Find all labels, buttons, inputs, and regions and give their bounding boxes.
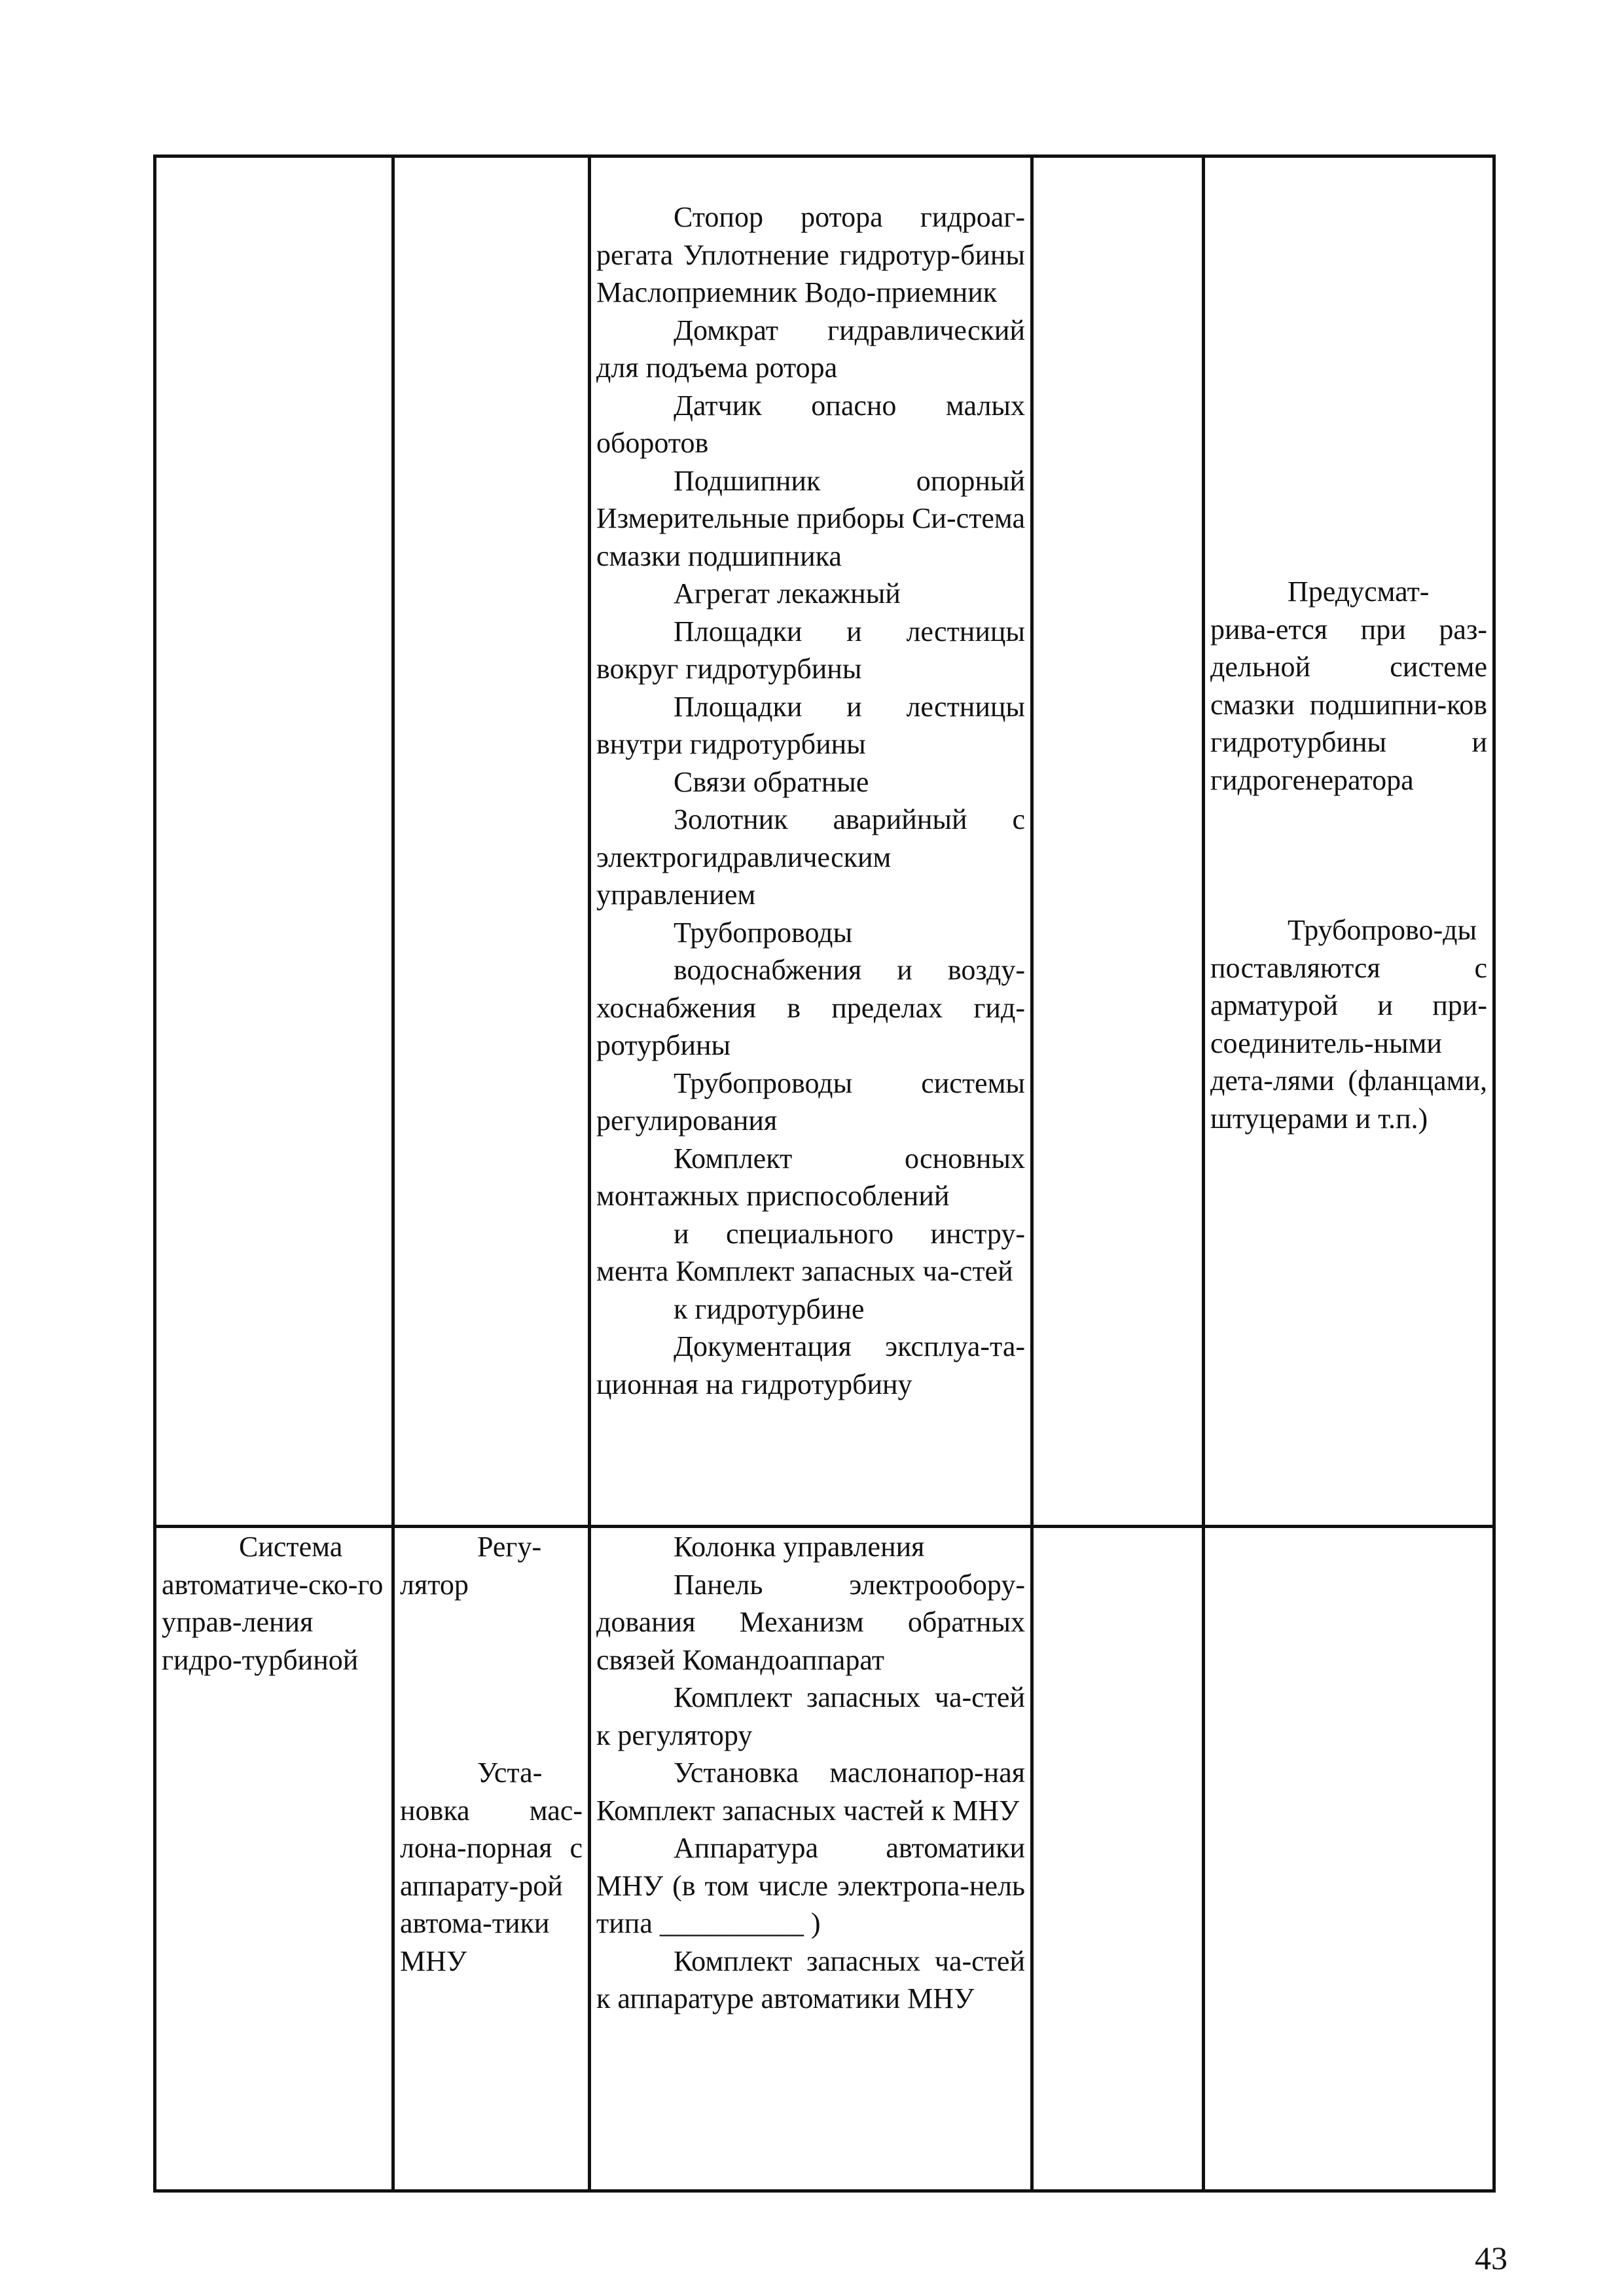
list-item: Установка маслонапор-ная Комплект запасных частей к МНУ (596, 1757, 1025, 1827)
list-item: Комплект запасных ча-стей к регулятору (596, 1681, 1025, 1751)
list-item: Трубопроводы системы регулирования (596, 1066, 1025, 1137)
regulator-label: Регу-лятор (400, 1531, 542, 1601)
oil-pressure-unit-label: Уста-новка мас-лона-порная с аппарату-рой автома-тики МНУ (400, 1757, 583, 1977)
row1-col3-cell (590, 156, 1032, 1527)
row1-col4-cell (1032, 156, 1204, 1527)
row2-col2-cell (393, 1527, 590, 2191)
row2-col3-cell (590, 1527, 1032, 2191)
list-item: водоснабжения и возду-хоснабжения в пределах гид-ротурбины (596, 954, 1025, 1061)
list-item: Панель электрообору-дования Механизм обратных связей Командоаппарат (596, 1568, 1025, 1676)
list-item: Трубопроводы (674, 916, 853, 949)
list-item: Домкрат гидравлический для подъема ротора (596, 314, 1025, 384)
list-item: Площадки и лестницы вокруг гидротурбины (596, 615, 1025, 685)
row1-col2-cell (393, 156, 590, 1527)
list-item: Стопор ротора гидроаг-регата Уплотнение гидротур-бины Маслоприемник Водо-приемник (596, 201, 1025, 308)
page-number: 43 (1475, 2240, 1507, 2276)
row1-col1-cell (155, 156, 393, 1527)
list-item: Агрегат лекажный (674, 577, 901, 610)
note-lubrication: Предусмат-рива-ется при раз-дельной системе смазки подшипни-ков гидротурбины и гидрогенератора (1210, 575, 1487, 796)
list-item: Датчик опасно малых оборотов (596, 389, 1025, 459)
row1-col5-cell (1204, 156, 1494, 1527)
note-pipelines: Трубопрово-ды поставляются с арматурой и при-соединитель-ными дета-лями (фланцами, штуцерами и т.п.) (1210, 914, 1487, 1135)
list-item: Подшипник опорный Измерительные приборы Си-стема смазки подшипника (596, 464, 1025, 572)
list-item: Документация эксплуа-та-ционная на гидротурбину (596, 1330, 1025, 1400)
list-item: к гидротурбине (674, 1292, 865, 1325)
list-item: Аппаратура автоматики МНУ (в том числе электропа-нель типа __________ ) (596, 1832, 1025, 1939)
list-item: Площадки и лестницы внутри гидротурбины (596, 690, 1025, 760)
table-row (155, 1527, 1494, 2191)
row2-col5-cell (1204, 1527, 1494, 2191)
list-item: и специального инстру-мента Комплект запасных ча-стей (596, 1217, 1025, 1287)
system-name: Система автоматиче-ско-го управ-ления гидро-турбиной (162, 1531, 384, 1676)
table-row (155, 156, 1494, 1527)
list-item: Колонка управления (674, 1531, 925, 1563)
row2-col4-cell (1032, 1527, 1204, 2191)
list-item: Комплект запасных ча-стей к аппаратуре автоматики МНУ (596, 1944, 1025, 2014)
list-item: Связи обратные (674, 765, 869, 798)
list-item: Комплект основных монтажных приспособлений (596, 1142, 1025, 1212)
list-item: Золотник аварийный с электрогидравлическим управлением (596, 803, 1025, 911)
equipment-table (153, 155, 1496, 2193)
row2-col1-cell (155, 1527, 393, 2191)
